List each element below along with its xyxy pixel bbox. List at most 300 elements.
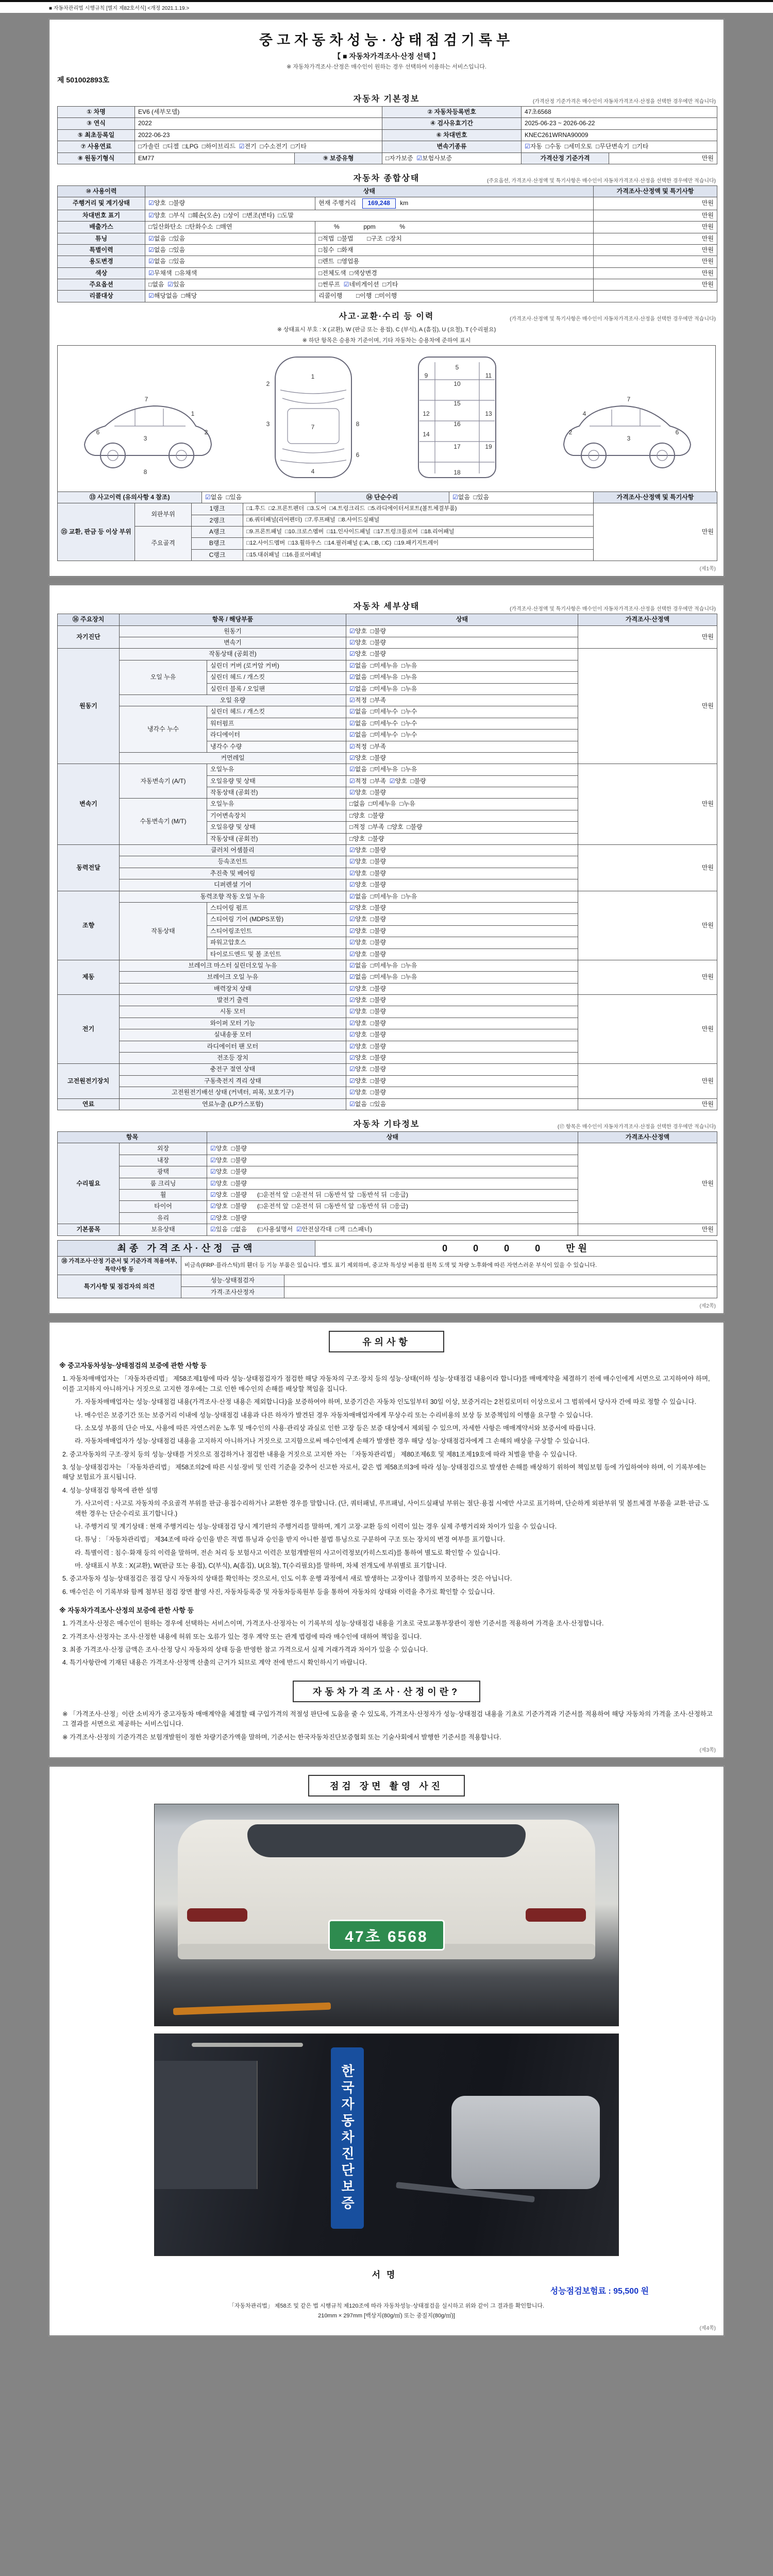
- checkbox-cell[interactable]: ☑양호 □불량: [346, 995, 578, 1006]
- diagram-panel-number: 7: [627, 395, 631, 403]
- table-cell: 배출가스: [58, 222, 145, 233]
- table-cell: 전조등 장치: [120, 1053, 346, 1064]
- table-cell: ⑱ 가격조사·산정 기준서 및 기준가격 적용여부, 특약사항 등: [58, 1256, 181, 1275]
- diagram-panel-number: 10: [453, 380, 461, 387]
- table-cell: 작동상태 (공회전): [207, 787, 346, 799]
- table-cell: 만원: [609, 152, 717, 164]
- table-cell: 발전기 출력: [120, 995, 346, 1006]
- page-mark: (제2쪽): [699, 1303, 716, 1310]
- diagram-panel-number: 18: [453, 468, 461, 476]
- table-cell: 2025-06-23 ~ 2026-06-22: [522, 118, 717, 129]
- table-cell: 스티어링조인트: [207, 925, 346, 937]
- checkbox-cell[interactable]: ☑무채색 □유채색: [145, 267, 315, 279]
- table-cell: 냉각수 누수: [120, 706, 207, 753]
- footer-line1: 「자동차관리법」 제58조 및 같은 법 시행규칙 제120조에 따라 자동차성능·상태점검을 실시하고 위와 같이 그 결과를 확인합니다.: [228, 2302, 545, 2309]
- table-cell: 동력전달: [58, 845, 120, 891]
- photo-taillight-left: [187, 1908, 247, 1922]
- checkbox-cell[interactable]: □일산화탄소 □탄화수소 □매연: [145, 222, 315, 233]
- car-diagram: [58, 348, 717, 487]
- table-cell: ⑮ 교환, 판금 등 이상 부위: [58, 503, 135, 561]
- legal-footer: [57, 2301, 716, 2320]
- diagram-panel-number: 15: [453, 399, 461, 407]
- checkbox-cell[interactable]: ☑양호 □불량: [346, 1006, 578, 1018]
- table-cell: ③ 연식: [58, 118, 135, 129]
- checkbox-cell[interactable]: ☑있음 □없음 (□사용설명서 ☑안전삼각대 □잭 □스패너): [207, 1224, 578, 1235]
- checkbox-cell[interactable]: ☑없음 □미세누유 □누유: [346, 764, 578, 775]
- page-title: 중고자동차성능·상태점검기록부: [259, 32, 514, 48]
- checkbox-cell[interactable]: □없음 □미세누유 □누유: [346, 799, 578, 810]
- state-code-legend2: ※ 하단 항목은 승용차 기준이며, 기타 자동차는 승용차에 준하여 표시: [302, 337, 471, 344]
- checkbox-cell[interactable]: ☑적정 □부족 ☑양호 □불량: [346, 775, 578, 787]
- fee-value: 95,500 원: [613, 2286, 649, 2296]
- checkbox-cell[interactable]: ☑없음 □있음: [145, 256, 315, 267]
- checkbox-cell[interactable]: □렌트 □영업용: [315, 256, 594, 267]
- table-cell: 브레이크 오일 누유: [120, 972, 346, 983]
- table-cell: ④ 검사유효기간: [382, 118, 522, 129]
- table-cell: 차대번호 표기: [58, 210, 145, 221]
- table-cell: 라디에이터 팬 모터: [120, 1041, 346, 1052]
- table-cell: 구동축전지 격리 상태: [120, 1075, 346, 1087]
- table-cell: ⑭ 단순수리: [315, 492, 449, 503]
- table-cell: 제동: [58, 960, 120, 994]
- checkbox-cell[interactable]: ☑없음 □있음: [449, 492, 594, 503]
- section-note-accident: (가격조사·산정액 및 특기사항은 매수인이 자동차가격조사·산정을 선택한 경우에만 적습니다): [510, 316, 716, 322]
- diagram-panel-number: 6: [356, 451, 360, 459]
- diagram-panel-number: 2: [568, 428, 573, 436]
- detail-condition-table: [57, 614, 717, 1110]
- table-cell: 수리필요: [58, 1143, 120, 1224]
- checkbox-cell[interactable]: □6.쿼터패널(리어펜더) □7.루프패널 □8.사이드실패널: [243, 515, 594, 526]
- license-plate-text: 47초 6568: [345, 1928, 428, 1945]
- table-cell: 외장: [120, 1143, 207, 1155]
- table-cell: ⑨ 보증유형: [295, 152, 382, 164]
- checkbox-cell[interactable]: □적법 □불법 □구조 □장치: [315, 233, 594, 244]
- table-cell: 디퍼렌셜 기어: [120, 879, 346, 891]
- table-cell: 2022-06-23: [135, 129, 382, 141]
- checkbox-cell[interactable]: ☑양호 □불량: [346, 625, 578, 637]
- diagram-panel-number: 19: [485, 443, 492, 450]
- checkbox-cell[interactable]: ☑양호 □불량: [346, 948, 578, 960]
- table-cell: ⑤ 최초등록일: [58, 129, 135, 141]
- table-cell: [594, 291, 717, 302]
- checkbox-cell[interactable]: ☑양호 □불량: [346, 787, 578, 799]
- section-title-detail: 자동차 세부상태: [353, 602, 420, 612]
- checkbox-cell[interactable]: ☑양호 □불량: [207, 1143, 578, 1155]
- table-cell: 고전원전기배선 상태 (커넥터, 피복, 보호기구): [120, 1087, 346, 1098]
- table-cell: 스티어링 펌프: [207, 902, 346, 913]
- checkbox-cell[interactable]: □가솔린 □디젤 □LPG □하이브리드 ☑전기 □수소전기 □기타: [135, 141, 382, 152]
- table-cell: 상태: [207, 1132, 578, 1143]
- table-cell: 2022: [135, 118, 382, 129]
- checkbox-cell[interactable]: □없음 ☑있음: [145, 279, 315, 291]
- checkbox-cell[interactable]: □썬루프 ☑네비게이션 □기타: [315, 279, 594, 291]
- checkbox-cell[interactable]: ☑자동 □수동 □세미오토 □무단변속기 □기타: [522, 141, 717, 152]
- checkbox-cell[interactable]: ☑없음 □미세누유 □누유: [346, 972, 578, 983]
- note-paragraph: 나. 주행거리 및 계기상태 : 현재 주행거리는 성능·상태점검 당시 계기판의 주행거리를 말하며, 계기 고장·교환 등의 이력이 있는 경우 실제 주행거리와 차이가 있을 수 있습니다.: [75, 1522, 557, 1530]
- checkbox-cell[interactable]: ☑양호 □불량: [346, 845, 578, 856]
- section-accident: [57, 309, 716, 323]
- table-cell: 상태: [346, 614, 578, 625]
- table-cell: 만원: [578, 764, 717, 845]
- diagram-panel-number: 13: [485, 410, 492, 417]
- photo-garage-door: [155, 2061, 258, 2189]
- signature-label: 서명: [372, 2269, 401, 2280]
- table-cell: 룸 크리닝: [120, 1178, 207, 1189]
- checkbox-cell[interactable]: ☑양호 □불량: [346, 1087, 578, 1098]
- table-cell: 색상: [58, 267, 145, 279]
- section-detail: [57, 599, 716, 613]
- table-cell: 만원: [578, 995, 717, 1064]
- table-cell: 현재 주행거리 169,248 km: [315, 197, 594, 210]
- checkbox-cell[interactable]: □12.사이드멤버 □13.휠하우스 □14.필러패널 (□A, □B, □C) □19.패키지트레이: [243, 538, 594, 549]
- section-note-overall: (주요옵션, 가격조사·산정액 및 특기사항은 매수인이 자동차가격조사·산정을 선택한 경우에만 적습니다): [486, 178, 716, 184]
- table-cell: 가격조사·산정액 및 특기사항: [594, 492, 717, 503]
- section-etc: [57, 1116, 716, 1130]
- table-cell: 만원: [594, 210, 717, 221]
- price-info-paragraphs: [57, 1709, 716, 1742]
- checkbox-cell[interactable]: ☑없음 □미세누유 □누유: [346, 960, 578, 971]
- checkbox-cell[interactable]: ☑적정 □부족: [346, 741, 578, 752]
- checkbox-cell[interactable]: □1.후드 □2.프론트펜더 □3.도어 □4.트렁크리드 □5.라디에이터서포트(볼트체결부품): [243, 503, 594, 515]
- table-cell: 0 0 0 0 만원: [315, 1240, 717, 1256]
- table-cell: 만원: [594, 233, 717, 244]
- state-code-legend: ※ 상태표시 부호 : X (교환), W (판금 또는 용접), C (부식), A (흠집), U (요철), T (수리필요): [277, 326, 496, 333]
- table-cell: 실린더 블록 / 오일팬: [207, 683, 346, 694]
- table-cell: 만원: [578, 1143, 717, 1224]
- note-paragraph: 4. 특기사항란에 기재된 내용은 가격조사·산정액 산출의 근거가 되므로 계약 전에 반드시 확인하시기 바랍니다.: [62, 1659, 367, 1667]
- table-cell: 실린더 커버 (로커암 커버): [207, 660, 346, 671]
- page-mark: (제3쪽): [699, 1747, 716, 1753]
- table-cell: 고전원전기장치: [58, 1064, 120, 1098]
- table-cell: 오일 유량: [120, 694, 346, 706]
- table-cell: 만원: [578, 891, 717, 960]
- table-cell: 와이퍼 모터 기능: [120, 1018, 346, 1029]
- checkbox-cell[interactable]: ☑양호 □부식 □훼손(오손) □상이 □변조(변타) □도말: [145, 210, 594, 221]
- table-cell: 오일 누유: [120, 660, 207, 694]
- section-note-basic: (가격산정 기준가격은 매수인이 자동차가격조사·산정을 선택한 경우에만 적습니다): [532, 99, 716, 105]
- checkbox-cell[interactable]: ☑양호 □불량: [207, 1212, 578, 1224]
- table-cell: [284, 1286, 717, 1298]
- photo-ceiling-light: [192, 2043, 303, 2047]
- table-cell: 만원: [594, 267, 717, 279]
- checkbox-cell[interactable]: ☑양호 □불량: [346, 1041, 578, 1052]
- checkbox-cell[interactable]: ☑양호 □불량: [346, 1064, 578, 1075]
- panel-notes: [49, 1322, 724, 1758]
- table-cell: 라디에이터: [207, 730, 346, 741]
- checkbox-cell[interactable]: ☑양호 □불량: [207, 1178, 578, 1189]
- table-cell: 파워고압호스: [207, 937, 346, 948]
- etc-info-table: [57, 1131, 717, 1236]
- checkbox-cell[interactable]: ☑양호 □불량 (□운전석 앞 □운전석 뒤 □동반석 앞 □동반석 뒤 □응급): [207, 1201, 578, 1212]
- table-cell: 2랭크: [192, 515, 243, 526]
- checkbox-cell[interactable]: ☑양호 □불량: [346, 868, 578, 879]
- checkbox-cell[interactable]: ☑없음 □미세누유 □누유: [346, 683, 578, 694]
- table-cell: 가격·조사산정자: [181, 1286, 284, 1298]
- table-cell: 항목: [58, 1132, 207, 1143]
- table-cell: 휠: [120, 1189, 207, 1200]
- checkbox-cell[interactable]: □적정 □부족 □양호 □불량: [346, 822, 578, 833]
- table-cell: 만원: [578, 960, 717, 994]
- table-cell: 외판부위: [135, 503, 192, 527]
- inspector-remark-table: [57, 1275, 717, 1298]
- note-paragraph: ※ 「가격조사·산정」이란 소비자가 중고자동차 매매계약을 체결할 때 구입가격의 적절성 판단에 도움을 줄 수 있도록, 가격조사·산정자가 성능·상태점검 내용을 기초로 기준가격과 기준서를 적용하여 해당 자동차의 가격을 조사·산정하고 그 결과를 서면으로 제공하는 서비스입니다.: [62, 1710, 713, 1728]
- table-cell: ② 자동차등록번호: [382, 107, 522, 118]
- table-cell: EM77: [135, 152, 295, 164]
- photo-lift-arm: [173, 2003, 331, 2015]
- overall-condition-table: [57, 185, 717, 302]
- panel-basic-and-overall: [49, 19, 724, 577]
- section-note-detail: (가격조사·산정액 및 특기사항은 매수인이 자동차가격조사·산정을 선택한 경우에만 적습니다): [510, 606, 716, 613]
- photo-sign-text: 한국자동차진단보증: [339, 2064, 355, 2213]
- table-cell: 특기사항 및 점검자의 의견: [58, 1275, 181, 1298]
- table-cell: ① 차명: [58, 107, 135, 118]
- photos-title: 점검 장면 촬영 사진: [308, 1775, 465, 1797]
- table-cell: 상태: [145, 185, 594, 197]
- section-title-overall: 자동차 종합상태: [353, 174, 420, 183]
- table-cell: 최종 가격조사·산정 금액: [58, 1240, 315, 1256]
- table-cell: 만원: [594, 503, 717, 561]
- table-cell: 만원: [578, 649, 717, 764]
- diagram-panel-number: 4: [582, 410, 586, 417]
- checkbox-cell[interactable]: ☑없음 □미세누수 □누수: [346, 718, 578, 729]
- checkbox-cell[interactable]: ☑양호 □불량: [346, 1018, 578, 1029]
- note-paragraph: 가. 자동차매매업자는 성능·상태점검 내용(가격조사·산정 내용은 제외합니다)을 보증하여야 하며, 보증기간은 자동차 인도일부터 30일 이상, 보증거리는 2천킬로미터 이상으로서 그 범위에서 당사자 간에 따로 정할 수 있습니다.: [75, 1398, 696, 1406]
- checkbox-cell[interactable]: ☑적정 □부족: [346, 694, 578, 706]
- table-cell: 만원: [594, 279, 717, 291]
- note-paragraph: 다. 소모성 부품의 단순 마모, 사용에 따른 자연스러운 노후 및 매수인의 사용·관리상 과실로 인한 고장 등은 보증 대상에서 제외될 수 있으며, 자세한 사항은 매매계약서와 보증서에 따릅니다.: [75, 1424, 596, 1432]
- table-cell: 실린더 헤드 / 개스킷: [207, 672, 346, 683]
- table-cell: ⑩ 사용이력: [58, 185, 145, 197]
- table-cell: 오일누유: [207, 799, 346, 810]
- table-cell: 자동변속기 (A/T): [120, 764, 207, 799]
- table-cell: 오일누유: [207, 764, 346, 775]
- note-paragraph: ※ 중고자동차성능·상태점검의 보증에 관한 사항 등: [59, 1362, 207, 1370]
- table-cell: 튜닝: [58, 233, 145, 244]
- checkbox-cell[interactable]: ☑양호 □불량: [346, 752, 578, 764]
- diagram-panel-number: 16: [453, 420, 461, 428]
- table-cell: 동력조향 작동 오일 누유: [120, 891, 346, 902]
- form-reference: ■ 자동차관리법 시행규칙 [별지 제82호서식] <개정 2021.1.19.>: [0, 2, 773, 13]
- diagram-panel-number: 7: [144, 395, 148, 403]
- checkbox-cell[interactable]: ☑양호 □불량: [346, 983, 578, 994]
- table-cell: 보유상태: [120, 1224, 207, 1235]
- table-cell: 기본품목: [58, 1224, 120, 1235]
- page-mark: (제1쪽): [699, 566, 716, 572]
- table-cell: 충전구 절연 상태: [120, 1064, 346, 1075]
- note-paragraph: 1. 자동차매매업자는 「자동차관리법」 제58조제1항에 따라 성능·상태점검자가 점검한 해당 자동차의 구조·장치 등의 성능·상태(이하 성능·상태점검 내용이라 합니다)를 매매계약을 체결하기 전에 매수인에게 서면으로 고지하여야 하며, 이를 고지하지 아니하거나 거짓으로 고지한 경우에는 그로 인한 매수인의 손해를 배상할 책임을 집니다.: [62, 1375, 710, 1393]
- page-mark: (제4쪽): [699, 2326, 716, 2332]
- checkbox-cell[interactable]: □전체도색 □색상변경: [315, 267, 594, 279]
- accident-history-table: [57, 492, 717, 503]
- table-cell: 배력장치 상태: [120, 983, 346, 994]
- price-basis-table: [57, 1256, 717, 1276]
- car-diagram-wrap: [57, 345, 716, 492]
- section-basic-info: [57, 91, 716, 105]
- section-title-etc: 자동차 기타정보: [353, 1120, 420, 1129]
- checkbox-cell[interactable]: ☑양호 □불량: [145, 197, 315, 210]
- diagram-panel-number: 3: [143, 434, 147, 442]
- checkbox-cell[interactable]: ☑양호 □불량: [346, 902, 578, 913]
- note-paragraph: 라. 자동차매매업자가 성능·상태점검 내용을 고지하지 아니하거나 거짓으로 고지함으로써 매수인에게 손해가 발생한 경우 해당 성능·상태점검자에게 그 손해의 배상을 구상할 수 있습니다.: [75, 1437, 590, 1445]
- checkbox-cell[interactable]: ☑양호 □불량: [207, 1155, 578, 1166]
- price-option-subtitle: 【 ■ 자동차가격조사·산정 선택 】: [333, 52, 440, 60]
- table-cell: 변속기종류: [382, 141, 522, 152]
- diagram-panel-number: 5: [455, 363, 459, 371]
- notes-title: 유의사항: [329, 1331, 444, 1352]
- checkbox-cell[interactable]: □양호 □불량: [346, 810, 578, 821]
- checkbox-cell[interactable]: ☑없음 □있음: [145, 233, 315, 244]
- table-cell: 가격조사·산정액 및 특기사항: [594, 185, 717, 197]
- photo-car-on-lift: [451, 2096, 600, 2189]
- inspection-photo-rear: [154, 1804, 619, 2026]
- license-plate: [328, 1920, 445, 1951]
- table-cell: 작동상태: [120, 902, 207, 960]
- checkbox-cell[interactable]: ☑없음 □미세누수 □누수: [346, 706, 578, 718]
- checkbox-cell[interactable]: ☑양호 □불량: [346, 937, 578, 948]
- table-cell: 클러치 어셈블리: [120, 845, 346, 856]
- table-cell: 추진축 및 베어링: [120, 868, 346, 879]
- checkbox-cell[interactable]: ☑없음 □있음: [202, 492, 315, 503]
- table-cell: 만원: [594, 256, 717, 267]
- diagram-panel-number: 3: [627, 434, 631, 442]
- inspection-insurance-fee: [57, 2284, 649, 2296]
- checkbox-cell[interactable]: ☑양호 □불량: [346, 914, 578, 925]
- note-paragraph: ※ 자동차가격조사·산정의 보증에 관한 사항 등: [59, 1606, 194, 1615]
- checkbox-cell[interactable]: ☑양호 □불량: [346, 649, 578, 660]
- section-overall: [57, 171, 716, 184]
- table-cell: 만원: [578, 1224, 717, 1235]
- checkbox-cell[interactable]: ☑양호 □불량 (□운전석 앞 □운전석 뒤 □동반석 앞 □동반석 뒤 □응급): [207, 1189, 578, 1200]
- table-cell: 작동상태 (공회전): [120, 649, 346, 660]
- checkbox-cell[interactable]: ☑없음 □미세누유 □누유: [346, 891, 578, 902]
- table-cell: 실린더 헤드 / 개스킷: [207, 706, 346, 718]
- checkbox-cell[interactable]: ☑양호 □불량: [346, 856, 578, 868]
- photo-sign-banner: [331, 2047, 364, 2229]
- table-cell: 타이어: [120, 1201, 207, 1212]
- table-cell: 타이로드엔드 및 볼 조인트: [207, 948, 346, 960]
- checkbox-cell[interactable]: □9.프론트패널 □10.크로스멤버 □11.인사이드패널 □17.트렁크플로어 □18.리어패널: [243, 527, 594, 538]
- table-cell: 항목 / 해당부품: [120, 614, 346, 625]
- fee-label: 성능점검보험료 :: [550, 2286, 611, 2296]
- table-cell: ⑯ 주요장치: [58, 614, 120, 625]
- diagram-panel-number: 17: [453, 443, 461, 450]
- diagram-panel-number: 11: [485, 371, 492, 379]
- table-cell: 오일유량 및 상태: [207, 822, 346, 833]
- note-paragraph: 3. 성능·상태점검자는 「자동차관리법」 제58조의2에 따른 시설·장비 및 인력 기준을 갖추어 신고한 자로서, 같은 법 제58조의3에 따라 성능·상태점검으로 발생한 손해를 배상하기 위하여 책임보험 등에 가입하여야 하며, 이 기록부에는 해당 보험료가 표시됩니다.: [62, 1464, 707, 1481]
- table-cell: 리콜대상: [58, 291, 145, 302]
- table-cell: 유리: [120, 1212, 207, 1224]
- checkbox-cell[interactable]: ☑해당없음 □해당: [145, 291, 315, 302]
- table-cell: ⑬ 사고이력 (유의사항 4 참조): [58, 492, 202, 503]
- checkbox-cell[interactable]: ☑양호 □불량: [346, 1053, 578, 1064]
- table-cell: 시동 모터: [120, 1006, 346, 1018]
- diagram-panel-number: 2: [266, 380, 270, 387]
- basic-info-table: [57, 106, 717, 164]
- diagram-panel-number: 7: [311, 423, 315, 431]
- table-cell: 원동기: [120, 625, 346, 637]
- note-paragraph: 1. 가격조사·산정은 매수인이 원하는 경우에 선택하는 서비스이며, 가격조사·산정자는 이 기록부의 성능·상태점검 내용을 기초로 국토교통부장관이 정한 기준서를 적용하여 가격을 조사·산정합니다.: [62, 1620, 604, 1628]
- table-cell: 전기: [58, 995, 120, 1064]
- table-cell: 47초6568: [522, 107, 717, 118]
- checkbox-cell[interactable]: 리콜이행 □이행 □미이행: [315, 291, 594, 302]
- checkbox-cell[interactable]: ☑양호 □불량: [346, 925, 578, 937]
- table-cell: 용도변경: [58, 256, 145, 267]
- table-cell: 조향: [58, 891, 120, 960]
- note-paragraph: 5. 중고자동차 성능·상태점검은 점검 당시 자동차의 상태를 확인하는 것으로서, 인도 이후 운행 과정에서 새로 발생하는 고장이나 결함까지 보증하는 것은 아닙니다.: [62, 1575, 512, 1583]
- diagram-panel-number: 12: [423, 410, 430, 417]
- photo-taillight-right: [526, 1908, 586, 1922]
- checkbox-cell[interactable]: □자가보증 ☑보험사보증: [382, 152, 522, 164]
- checkbox-cell[interactable]: ☑양호 □불량: [207, 1166, 578, 1178]
- table-cell: A랭크: [192, 527, 243, 538]
- note-paragraph: 나. 매수인은 보증기간 또는 보증거리 이내에 성능·상태점검 내용과 다른 하자가 발견된 경우 자동차매매업자에게 무상수리 또는 수리비용의 보상 등 보증책임의 이행을 요구할 수 있습니다.: [75, 1411, 593, 1419]
- note-paragraph: ※ 가격조사·산정의 기준가격은 보험개발원이 정한 차량기준가액을 말하며, 기준서는 한국자동차진단보증협회 또는 기술사회에서 발행한 기준서를 적용합니다.: [62, 1733, 501, 1741]
- diagram-panel-number: 3: [266, 420, 270, 428]
- diagram-panel-number: 9: [424, 371, 428, 379]
- table-cell: 실내송풍 모터: [120, 1029, 346, 1041]
- footer-line2: 210mm × 297mm [백상지(80g/㎡) 또는 중질지(80g/㎡)]: [318, 2312, 455, 2319]
- table-cell: 가격산정 기준가격: [522, 152, 609, 164]
- table-cell: 커먼레일: [120, 752, 346, 764]
- checkbox-cell[interactable]: □15.대쉬패널 □16.플로어패널: [243, 549, 594, 561]
- table-cell: 자기진단: [58, 625, 120, 649]
- panel-detail: [49, 585, 724, 1314]
- table-cell: 비금속(FRP·플라스틱)의 휀더 등 기능 부품은 있습니다. 별도 표기 제외하며, 중고차 특성상 비용접 원복 도색 및 차량 노후화에 따른 자연스러운 부식이 있을 수 있습니다.: [181, 1256, 717, 1275]
- checkbox-cell[interactable]: ☑양호 □불량: [346, 879, 578, 891]
- checkbox-cell[interactable]: ☑양호 □불량: [346, 1029, 578, 1041]
- diagram-panel-number: 8: [356, 420, 360, 428]
- table-cell: 연료: [58, 1098, 120, 1110]
- table-cell: 주요골격: [135, 527, 192, 561]
- note-paragraph: 2. 중고자동차의 구조·장치 등의 성능·상태를 거짓으로 점검하거나 점검한 내용을 거짓으로 고지한 자는 「자동차관리법」 제80조제6호 및 제81조제19호에 따라 처벌을 받을 수 있습니다.: [62, 1450, 577, 1458]
- table-cell: 광택: [120, 1166, 207, 1178]
- table-cell: ⑦ 사용연료: [58, 141, 135, 152]
- price-info-title: 자동차가격조사·산정이란?: [293, 1681, 480, 1702]
- table-cell: 만원: [594, 222, 717, 233]
- table-cell: B랭크: [192, 538, 243, 549]
- checkbox-cell[interactable]: ☑양호 □불량: [346, 637, 578, 648]
- checkbox-cell[interactable]: □침수 □화재: [315, 244, 594, 256]
- checkbox-cell[interactable]: □양호 □불량: [346, 833, 578, 844]
- table-cell: % ppm %: [315, 222, 594, 233]
- section-title-basic: 자동차 기본정보: [353, 95, 420, 104]
- table-cell: 워터펌프: [207, 718, 346, 729]
- checkbox-cell[interactable]: ☑없음 □미세누유 □누유: [346, 672, 578, 683]
- diagram-panel-number: 14: [423, 430, 430, 438]
- table-cell: 만원: [578, 1064, 717, 1098]
- checkbox-cell[interactable]: ☑양호 □불량: [346, 1075, 578, 1087]
- diagram-panel-number: 6: [96, 428, 100, 436]
- car-top-frame: [418, 357, 496, 478]
- diagram-panel-number: 8: [143, 468, 147, 476]
- table-cell: 등속조인트: [120, 856, 346, 868]
- checkbox-cell[interactable]: ☑없음 □있음: [145, 244, 315, 256]
- table-cell: ⑥ 차대번호: [382, 129, 522, 141]
- table-cell: 가격조사·산정액: [578, 1132, 717, 1143]
- checkbox-cell[interactable]: ☑없음 □미세누유 □누유: [346, 660, 578, 671]
- table-cell: 오일유량 및 상태: [207, 775, 346, 787]
- table-cell: 원동기: [58, 649, 120, 764]
- note-paragraph: 다. 튜닝 : 「자동차관리법」 제34조에 따라 승인을 받은 적법 튜닝과 승인을 받지 아니한 불법 튜닝으로 구분하여 구조 또는 장치의 변경 여부를 표기합니다.: [75, 1536, 505, 1544]
- note-paragraph: 2. 가격조사·산정자는 조사·산정한 내용에 허위 또는 오류가 있는 경우 계약 또는 관계 법령에 따라 매수인에 대하여 책임을 집니다.: [62, 1633, 422, 1640]
- checkbox-cell[interactable]: ☑없음 □미세누수 □누수: [346, 730, 578, 741]
- note-paragraph: 가. 사고이력 : 사고로 자동차의 주요골격 부위를 판금·용접수리하거나 교환한 경우를 말합니다. (단, 쿼터패널, 루프패널, 사이드실패널 부위는 절단·용접 시에만 사고로 표기하며, 단순하게 외판부위 및 볼트체결 부품을 교환·판금·도색한 경우는 단순수리로 표기합니다.): [75, 1500, 709, 1517]
- section-title-accident: 사고·교환·수리 등 이력: [339, 312, 434, 321]
- table-cell: 만원: [578, 625, 717, 649]
- notes-paragraphs: [57, 1361, 716, 1668]
- photo-car-rear-window: [247, 1824, 526, 1858]
- checkbox-cell[interactable]: ☑없음 □있음: [346, 1098, 578, 1110]
